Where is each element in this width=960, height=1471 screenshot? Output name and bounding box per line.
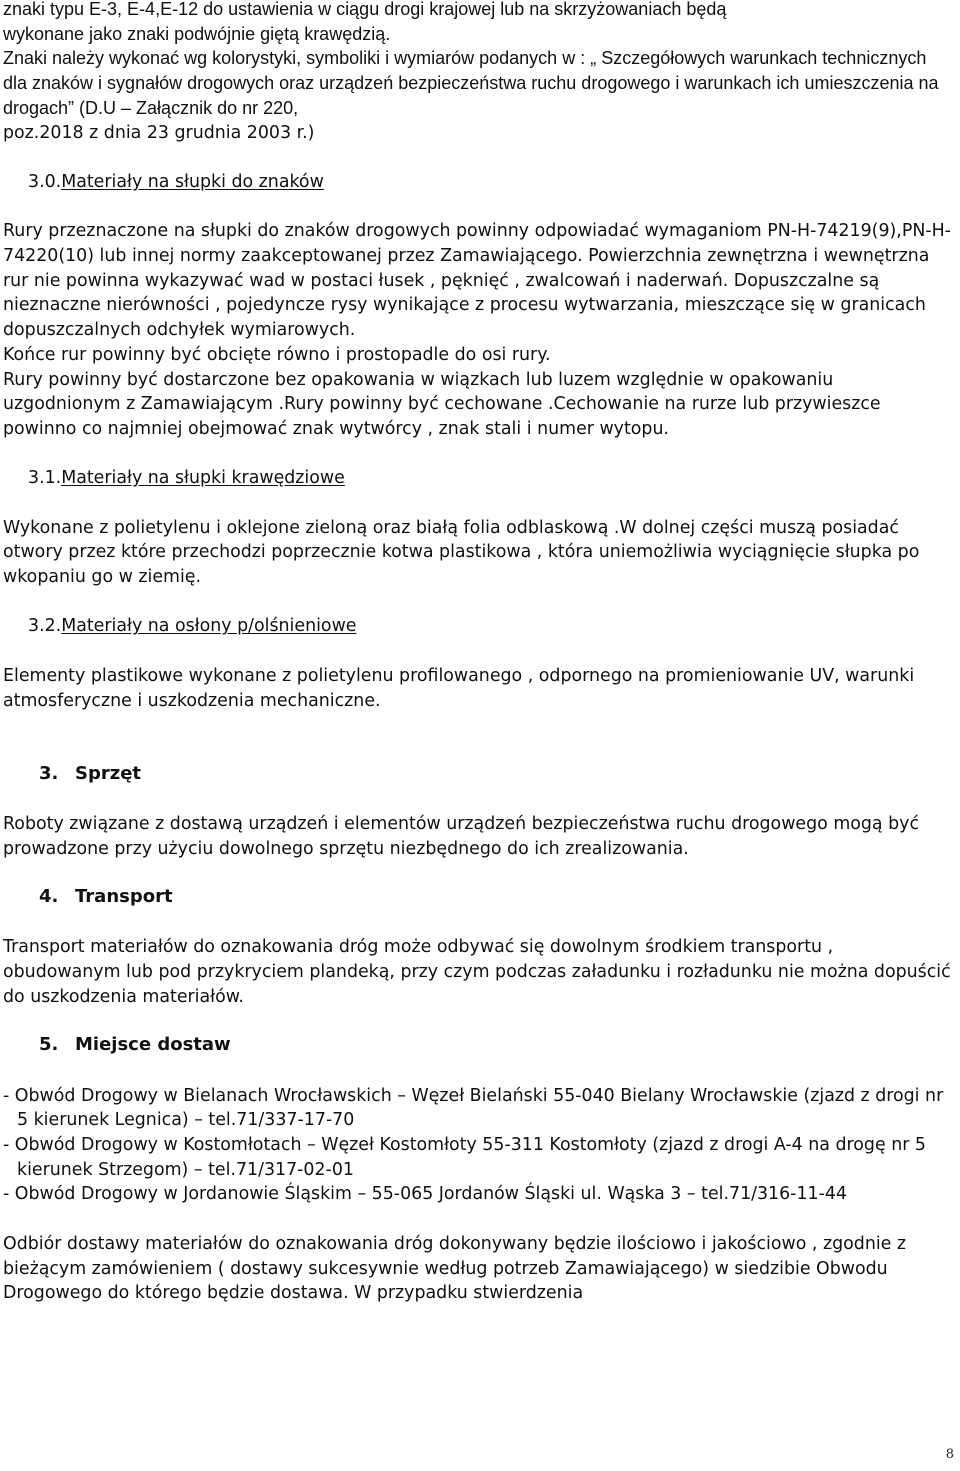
section-number: 5.	[39, 1034, 59, 1056]
section-3-body: Roboty związane z dostawą urządzeń i elementów urządzeń bezpieczeństwa ruchu drogowego mogą być prowadzone przy użyciu dowolnego sprzętu niezbędnego do ich zrealizowania.	[3, 814, 920, 859]
section-title: Sprzęt	[75, 762, 142, 784]
section-title: Transport	[75, 886, 173, 908]
section-number: 3.2.	[28, 616, 62, 637]
section-3-2-heading	[3, 614, 953, 639]
section-4-body: Transport materiałów do oznakowania dróg może odbywać się dowolnym środkiem transportu , obudowanym lub pod przykryciem plandeką, przy czym podczas załadunku i rozładunku nie można dopuścić do uszkodzenia materiałów.	[3, 937, 951, 1007]
section-number: 3.1.	[28, 468, 62, 489]
list-item: - Obwód Drogowy w Jordanowie Śląskim – 55-065 Jordanów Śląski ul. Wąska 3 – tel.71/316-11-44	[3, 1184, 847, 1205]
intro-paragraph: Znaki należy wykonać wg kolorystyki, symboliki i wymiarów podanych w : „ Szczegółowych warunkach technicznych dla znaków i sygnałów drogowych oraz urządzeń bezpieczeństwa ruchu drogowego i warunkach ich umieszczenia na drogach” (D.U – Załącznik do nr 220,	[3, 48, 939, 118]
section-4-heading	[3, 886, 953, 911]
section-3-1-heading	[3, 466, 953, 491]
section-5-closing: Odbiór dostawy materiałów do oznakowania dróg dokonywany będzie ilościowo i jakościowo , zgodnie z bieżącym zamówieniem ( dostawy sukcesywnie według potrzeb Zamawiającego) w siedzibie Obwodu Drogowego do którego będzie dostawa. W przypadku stwierdzenia	[3, 1233, 907, 1304]
section-title: Materiały na słupki krawędziowe	[61, 468, 345, 489]
intro-line-1: znaki typu E-3, E-4,E-12 do ustawienia w ciągu drogi krajowej lub na skrzyżowaniach będą	[3, 0, 727, 19]
document-page	[3, 0, 953, 1306]
list-item: - Obwód Drogowy w Bielanach Wrocławskich – Węzeł Bielański 55-040 Bielany Wrocławskie (zjazd z drogi nr 5 kierunek Legnica) – tel.71/337-17-70	[3, 1085, 944, 1131]
section-3-0-konce: Końce rur powinny być obcięte równo i prostopadle do osi rury.	[3, 344, 551, 365]
intro-line-2: wykonane jako znaki podwójnie giętą krawędzią.	[3, 23, 391, 44]
list-item: - Obwód Drogowy w Kostomłotach – Węzeł Kostomłoty 55-311 Kostomłoty (zjazd z drogi A-4 na drogę nr 5 kierunek Strzegom) – tel.71/317-02-01	[3, 1135, 926, 1180]
section-title: Materiały na osłony p/olśnieniowe	[61, 616, 357, 637]
section-3-0-body-2: Rury powinny być dostarczone bez opakowania w wiązkach lub luzem względnie w opakowaniu uzgodnionym z Zamawiającym .Rury powinny być cechowane .Cechowanie na rurze lub przywieszce powinno co najmniej obejmować znak wytwórcy , znak stali i numer wytopu.	[3, 369, 881, 439]
section-5-heading	[3, 1034, 953, 1059]
section-3-2-body: Elementy plastikowe wykonane z polietylenu profilowanego , odpornego na promieniowanie UV, warunki atmosferyczne i uszkodzenia mechaniczne.	[3, 665, 915, 711]
section-3-0-heading	[3, 170, 953, 195]
section-number: 3.0.	[28, 171, 62, 192]
section-title: Miejsce dostaw	[75, 1034, 231, 1056]
section-3-1-body: Wykonane z polietylenu i oklejone zieloną oraz białą folia odblaskową .W dolnej części muszą posiadać otwory przez które przechodzi poprzecznie kotwa plastikowa , która uniemożliwia wyciągnięcie słupka po wkopaniu go w ziemię.	[3, 517, 920, 588]
page-number: 8	[945, 1447, 954, 1462]
section-number: 3.	[39, 762, 59, 784]
section-3-heading	[3, 763, 953, 788]
section-title: Materiały na słupki do znaków	[61, 171, 324, 192]
section-3-0-body: Rury przeznaczone na słupki do znaków drogowych powinny odpowiadać wymaganiom PN-H-74219(9),PN-H-74220(10) lub innej normy zaakceptowanej przez Zamawiającego. Powierzchnia zewnętrzna i wewnętrzna rur nie powinna wykazywać wad w postaci łusek , pęknięć , zwalcowań i naderwań. Dopuszczalne są nieznaczne nierówności , pojedyncze rysy wynikające z procesu wytwarzania, mieszczące się w granicach dopuszczalnych odchyłek wymiarowych.	[3, 221, 951, 341]
intro-paragraph-cont: poz.2018 z dnia 23 grudnia 2003 r.)	[3, 122, 315, 143]
section-number: 4.	[39, 886, 59, 908]
